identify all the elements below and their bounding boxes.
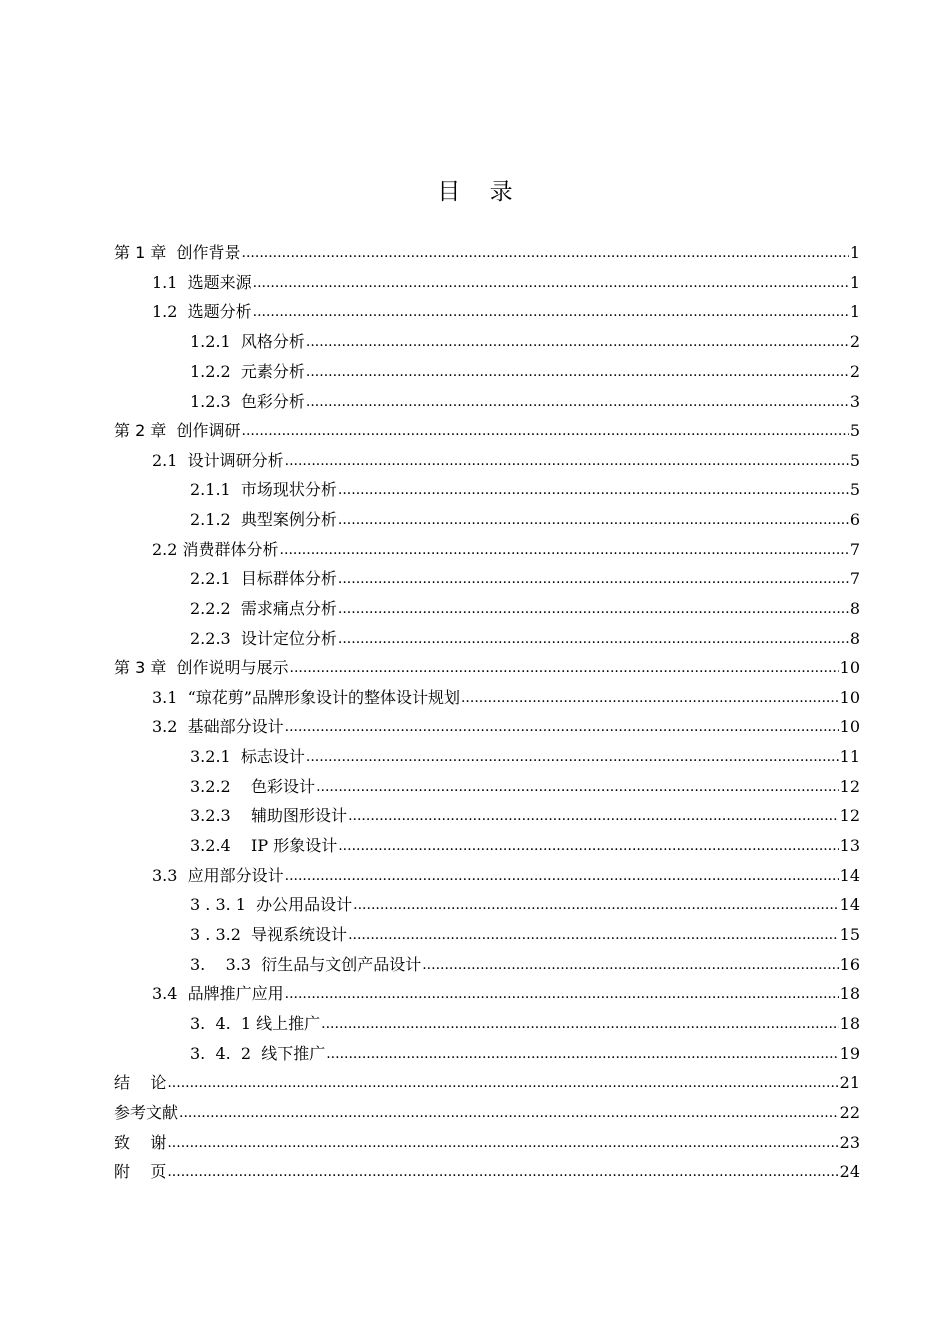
toc-page-number: 14 [839,895,860,914]
toc-entry-1-2[interactable] [152,296,860,322]
toc-page-number: 5 [849,421,860,440]
dot-leader [280,539,849,560]
toc-entry-3-4-2[interactable] [190,1038,860,1064]
dot-leader [338,598,849,619]
dot-leader [167,1161,838,1182]
dot-leader [285,716,839,737]
dot-leader [285,865,839,886]
toc-page-number: 13 [839,836,860,855]
toc-entry-label: 附 页 [114,1162,167,1181]
toc-entry-appendix[interactable] [114,1156,860,1182]
toc-entry-3-4[interactable] [152,978,860,1004]
dot-leader [253,272,849,293]
toc-page-number: 5 [849,480,860,499]
toc-entry-label: 3. 3.3 衍生品与文创产品设计 [190,955,422,974]
toc-entry-references[interactable] [114,1097,860,1123]
toc-entry-label: 2.2 消费群体分析 [152,540,279,559]
dot-leader [321,1013,838,1034]
toc-entry-label: 参考文献 [114,1103,179,1122]
dot-leader [338,568,849,589]
dot-leader [306,391,849,412]
toc-entry-2-2[interactable] [152,534,860,560]
toc-page-number: 2 [849,332,860,351]
toc-page-number: 24 [839,1162,860,1181]
dot-leader [285,983,839,1004]
toc-entry-2-2-1[interactable] [190,563,860,589]
toc-page-number: 21 [839,1073,860,1092]
toc-page-number: 1 [849,302,860,321]
toc-page-number: 8 [849,599,860,618]
toc-entry-label: 第 1 章 创作背景 [114,243,241,262]
toc-entry-2-1[interactable] [152,445,860,471]
dot-leader [338,628,849,649]
toc-page-number: 6 [849,510,860,529]
toc-entry-3-1[interactable] [152,682,860,708]
toc-page-number: 19 [839,1044,860,1063]
toc-entry-label: 第 3 章 创作说明与展示 [114,658,289,677]
toc-entry-label: 3.2.1 标志设计 [190,747,305,766]
toc-entry-label: 1.2.1 风格分析 [190,332,305,351]
toc-entry-label: 2.2.2 需求痛点分析 [190,599,337,618]
toc-page-number: 10 [839,688,860,707]
toc-entry-label: 2.2.1 目标群体分析 [190,569,337,588]
dot-leader [461,687,839,708]
toc-page-number: 5 [849,451,860,470]
dot-leader [348,924,839,945]
toc-entry-2-1-2[interactable] [190,504,860,530]
dot-leader [167,1132,838,1153]
toc-entry-label: 3 . 3. 1 办公用品设计 [190,895,353,914]
toc-entry-label: 2.1.2 典型案例分析 [190,510,337,529]
toc-entry-label: 3.4 品牌推广应用 [152,984,284,1003]
toc-entry-acknowledgements[interactable] [114,1127,860,1153]
toc-entry-3-2-1[interactable] [190,741,860,767]
toc-entry-1-2-3[interactable] [190,386,860,412]
toc-entry-chapter-2[interactable] [114,415,860,441]
toc-entry-label: 致 谢 [114,1133,167,1152]
toc-entry-label: 3. 4. 2 线下推广 [190,1044,326,1063]
toc-entry-label: 1.2.2 元素分析 [190,362,305,381]
toc-entry-3-3-2[interactable] [190,919,860,945]
toc-page-number: 12 [839,777,860,796]
toc-entry-label: 3.1 “琼花剪”品牌形象设计的整体设计规划 [152,688,460,707]
dot-leader [348,805,839,826]
toc-page-number: 18 [839,1014,860,1033]
toc-entry-1-1[interactable] [152,267,860,293]
dot-leader [326,1043,838,1064]
dot-leader [167,1072,838,1093]
toc-page-number: 10 [839,717,860,736]
toc-entry-label: 3.2.2 色彩设计 [190,777,316,796]
toc-entry-label: 3.2 基础部分设计 [152,717,284,736]
dot-leader [242,242,849,263]
toc-entry-label: 2.2.3 设计定位分析 [190,629,337,648]
toc-entry-3-2[interactable] [152,711,860,737]
dot-leader [306,331,849,352]
toc-page-number: 7 [849,540,860,559]
toc-page-number: 1 [849,273,860,292]
toc-entry-3-2-2[interactable] [190,771,860,797]
toc-entry-label: 结 论 [114,1073,167,1092]
toc-entry-label: 3.2.3 辅助图形设计 [190,806,348,825]
toc-page-number: 3 [849,392,860,411]
toc-page-number: 7 [849,569,860,588]
toc-page-number: 23 [839,1133,860,1152]
toc-page-number: 2 [849,362,860,381]
dot-leader [316,776,839,797]
toc-entry-3-3-1[interactable] [190,889,860,915]
page-title: 目 录 [437,179,513,205]
toc-entry-3-4-1[interactable] [190,1008,860,1034]
toc-entry-chapter-1[interactable] [114,237,860,263]
toc-entry-label: 第 2 章 创作调研 [114,421,241,440]
toc-entry-label: 1.1 选题来源 [152,273,252,292]
toc-page-number: 11 [839,747,860,766]
toc-entry-label: 2.1.1 市场现状分析 [190,480,337,499]
toc-entry-2-2-2[interactable] [190,593,860,619]
dot-leader [338,835,838,856]
toc-page-number: 22 [839,1103,860,1122]
dot-leader [422,954,838,975]
dot-leader [353,894,838,915]
dot-leader [306,746,839,767]
dot-leader [242,420,849,441]
toc-entry-2-2-3[interactable] [190,623,860,649]
toc-page-number: 16 [839,955,860,974]
toc-entry-1-2-2[interactable] [190,356,860,382]
toc-entry-2-1-1[interactable] [190,474,860,500]
dot-leader [290,657,839,678]
dot-leader [306,361,849,382]
toc-page-number: 18 [839,984,860,1003]
toc-page-number: 14 [839,866,860,885]
dot-leader [253,301,849,322]
toc-page-number: 10 [839,658,860,677]
toc-entry-3-3[interactable] [152,860,860,886]
toc-entry-label: 3.3 应用部分设计 [152,866,284,885]
toc-page-number: 12 [839,806,860,825]
toc-entry-label: 1.2 选题分析 [152,302,252,321]
toc-entry-chapter-3[interactable] [114,652,860,678]
toc-entry-label: 3.2.4 IP 形象设计 [190,836,338,855]
dot-leader [338,509,849,530]
toc-page-number: 15 [839,925,860,944]
toc-page-number: 1 [849,243,860,262]
toc-entry-3-2-4[interactable] [190,830,860,856]
toc-entry-label: 3. 4. 1 线上推广 [190,1014,321,1033]
toc-page-number: 8 [849,629,860,648]
toc-entry-label: 2.1 设计调研分析 [152,451,284,470]
toc-entry-3-3-3[interactable] [190,949,860,975]
toc-entry-label: 1.2.3 色彩分析 [190,392,305,411]
dot-leader [338,479,849,500]
toc-entry-label: 3 . 3.2 导视系统设计 [190,925,348,944]
toc-entry-conclusion[interactable] [114,1067,860,1093]
dot-leader [285,450,849,471]
toc-entry-1-2-1[interactable] [190,326,860,352]
dot-leader [179,1102,839,1123]
toc-entry-3-2-3[interactable] [190,800,860,826]
